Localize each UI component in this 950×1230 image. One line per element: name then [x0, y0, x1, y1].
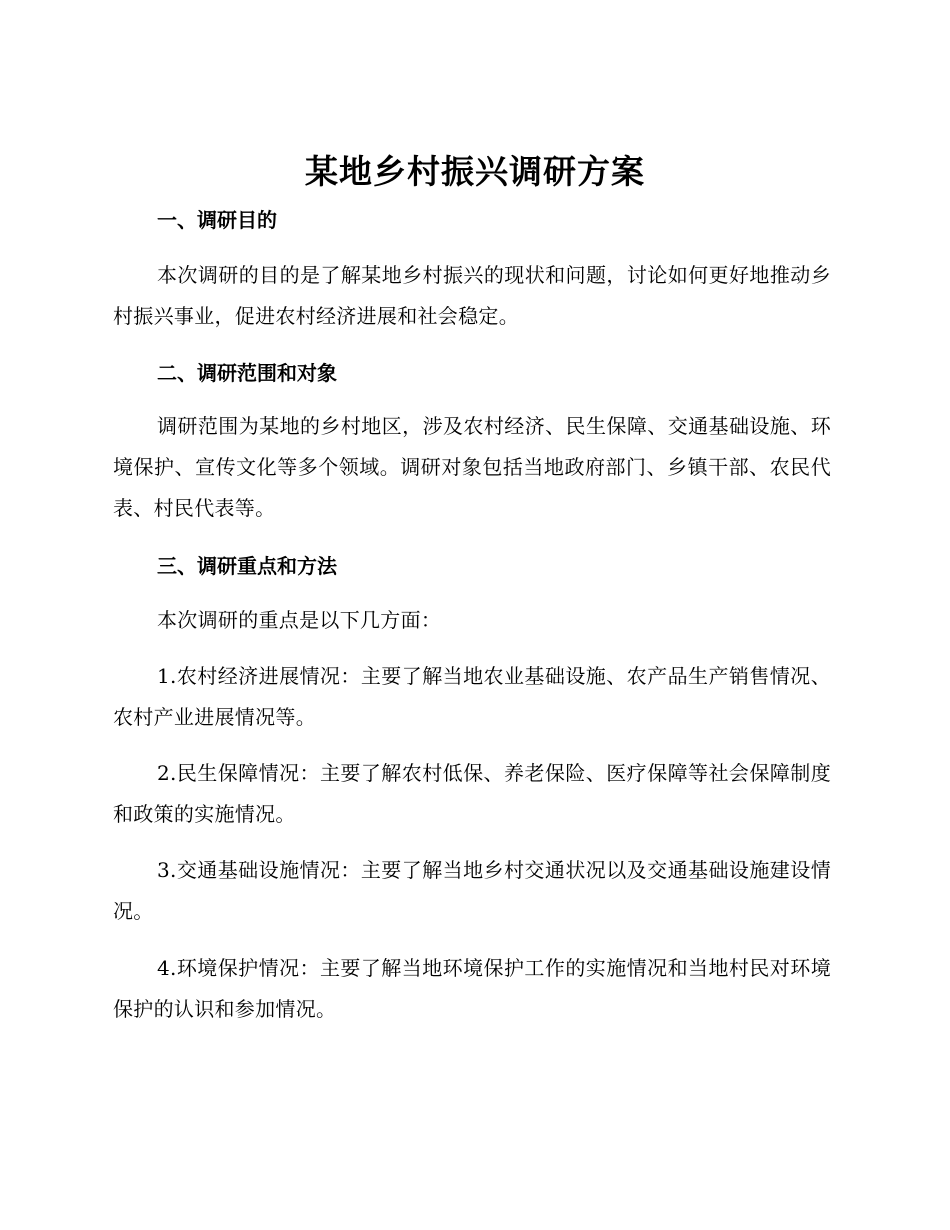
list-item-environment: 4.环境保护情况：主要了解当地环境保护工作的实施情况和当地村民对环境保护的认识和参加情况。: [113, 956, 831, 1021]
list-item-transport: 3.交通基础设施情况：主要了解当地乡村交通状况以及交通基础设施建设情况。: [113, 858, 831, 923]
list-item-rural-economy: 1.农村经济进展情况：主要了解当地农业基础设施、农产品生产销售情况、农村产业进展情况等。: [113, 664, 831, 729]
paragraph-scope: 调研范围为某地的乡村地区，涉及农村经济、民生保障、交通基础设施、环境保护、宣传文化等多个领域。调研对象包括当地政府部门、乡镇干部、农民代表、村民代表等。: [113, 414, 831, 520]
list-item-livelihood: 2.民生保障情况：主要了解农村低保、养老保险、医疗保障等社会保障制度和政策的实施情况。: [113, 761, 831, 826]
section-heading-focus: 三、调研重点和方法: [157, 554, 337, 578]
paragraph-purpose: 本次调研的目的是了解某地乡村振兴的现状和问题，讨论如何更好地推动乡村振兴事业，促进农村经济进展和社会稳定。: [113, 263, 831, 328]
section-heading-scope: 二、调研范围和对象: [157, 361, 337, 385]
paragraph-focus-intro: 本次调研的重点是以下几方面：: [157, 608, 442, 632]
section-heading-purpose: 一、调研目的: [157, 208, 277, 232]
document-title: 某地乡村振兴调研方案: [305, 152, 645, 191]
